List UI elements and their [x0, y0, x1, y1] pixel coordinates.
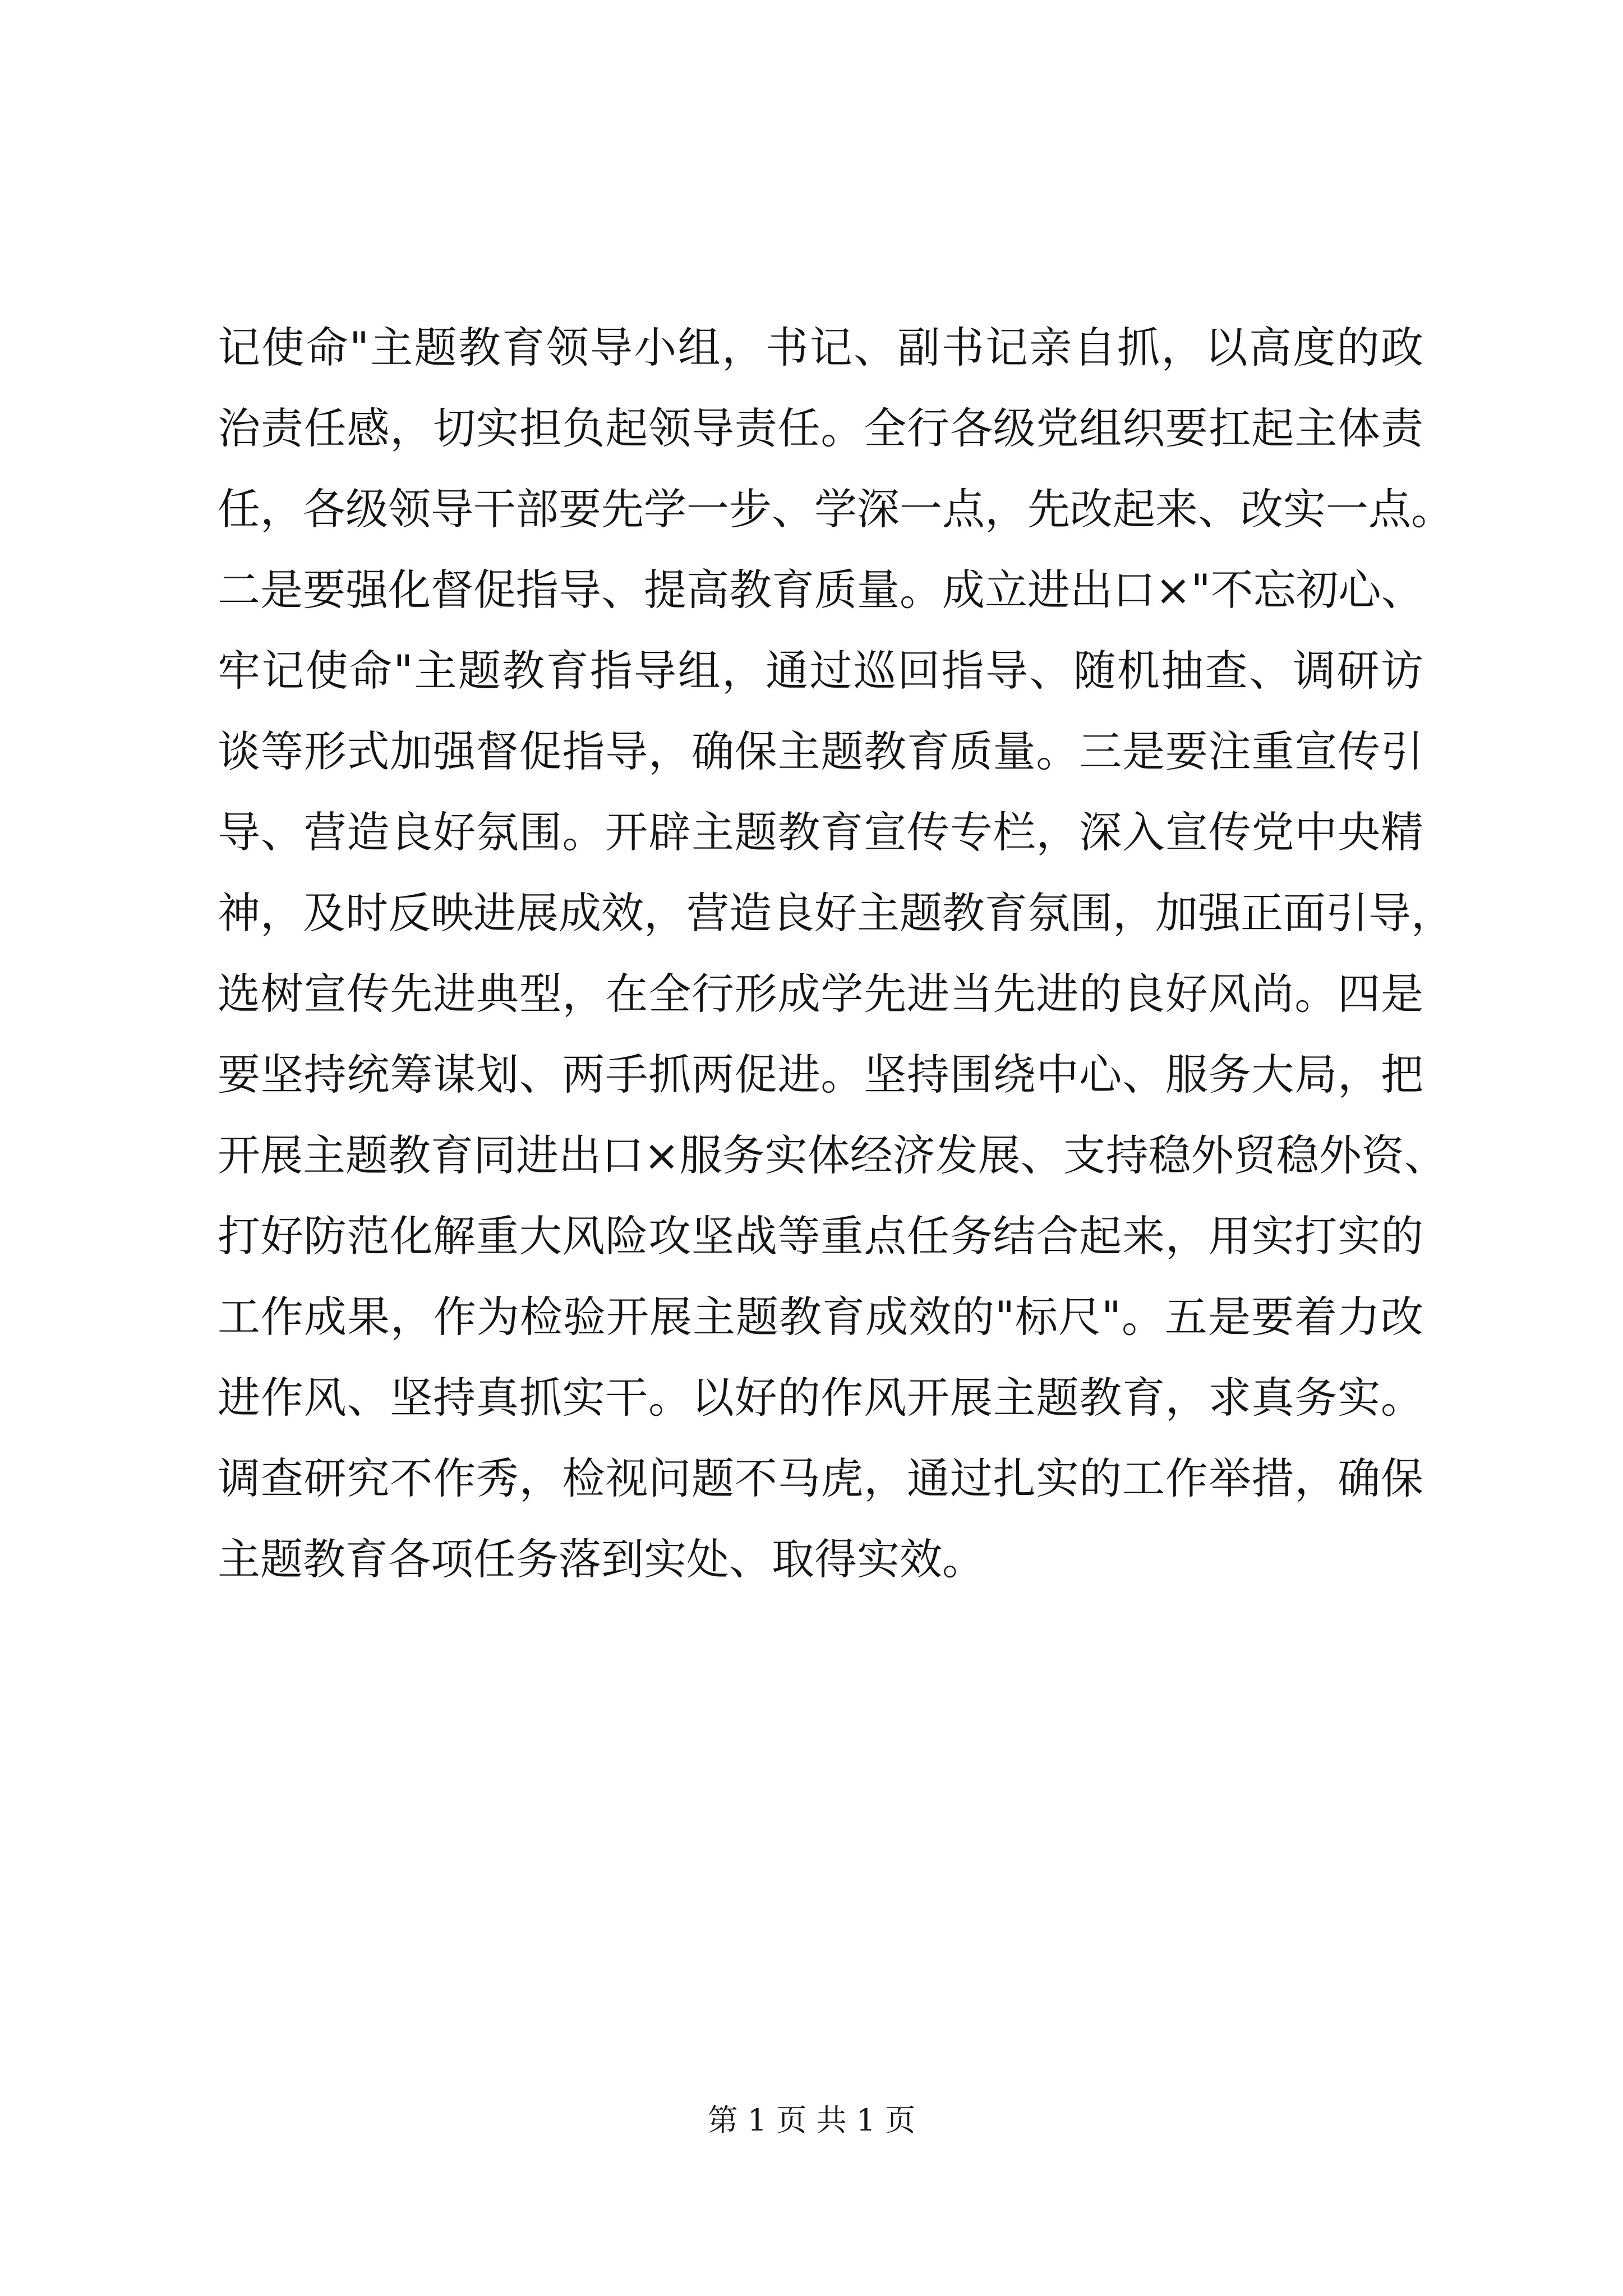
text-line: 神，及时反映进展成效，营造良好主题教育氛围，加强正面引导，: [218, 888, 1454, 938]
text-line: 治责任感，切实担负起领导责任。全行各级党组织要扛起主体责: [218, 403, 1423, 453]
text-line: 任，各级领导干部要先学一步、学深一点，先改起来、改实一点。: [218, 484, 1454, 534]
text-line: 开展主题教育同进出口×服务实体经济发展、支持稳外贸稳外资、: [218, 1130, 1447, 1180]
text-line: 导、营造良好氛围。开辟主题教育宣传专栏，深入宣传党中央精: [218, 807, 1423, 857]
text-line: 记使命"主题教育领导小组，书记、副书记亲自抓，以高度的政: [218, 323, 1423, 372]
body-paragraph: [218, 307, 1454, 1600]
text-line: 二是要强化督促指导、提高教育质量。成立进出口×"不忘初心、: [218, 565, 1424, 615]
text-line: 主题教育各项任务落到实处、取得实效。: [218, 1534, 985, 1584]
text-line: 调查研究不作秀，检视问题不马虎，通过扎实的工作举措，确保: [218, 1453, 1423, 1503]
text-line: 谈等形式加强督促指导，确保主题教育质量。三是要注重宣传引: [218, 726, 1423, 776]
text-line: 牢记使命"主题教育指导组，通过巡回指导、随机抽查、调研访: [218, 646, 1423, 696]
text-line: 打好防范化解重大风险攻坚战等重点任务结合起来，用实打实的: [218, 1211, 1423, 1261]
text-line: 工作成果，作为检验开展主题教育成效的"标尺"。五是要着力改: [218, 1292, 1423, 1342]
text-line: 选树宣传先进典型，在全行形成学先进当先进的良好风尚。四是: [218, 969, 1423, 1019]
text-line: 进作风、坚持真抓实干。以好的作风开展主题教育，求真务实。: [218, 1373, 1423, 1423]
text-line: 要坚持统筹谋划、两手抓两促进。坚持围绕中心、服务大局，把: [218, 1050, 1423, 1099]
page-footer: 第 1 页 共 1 页: [707, 2102, 916, 2138]
